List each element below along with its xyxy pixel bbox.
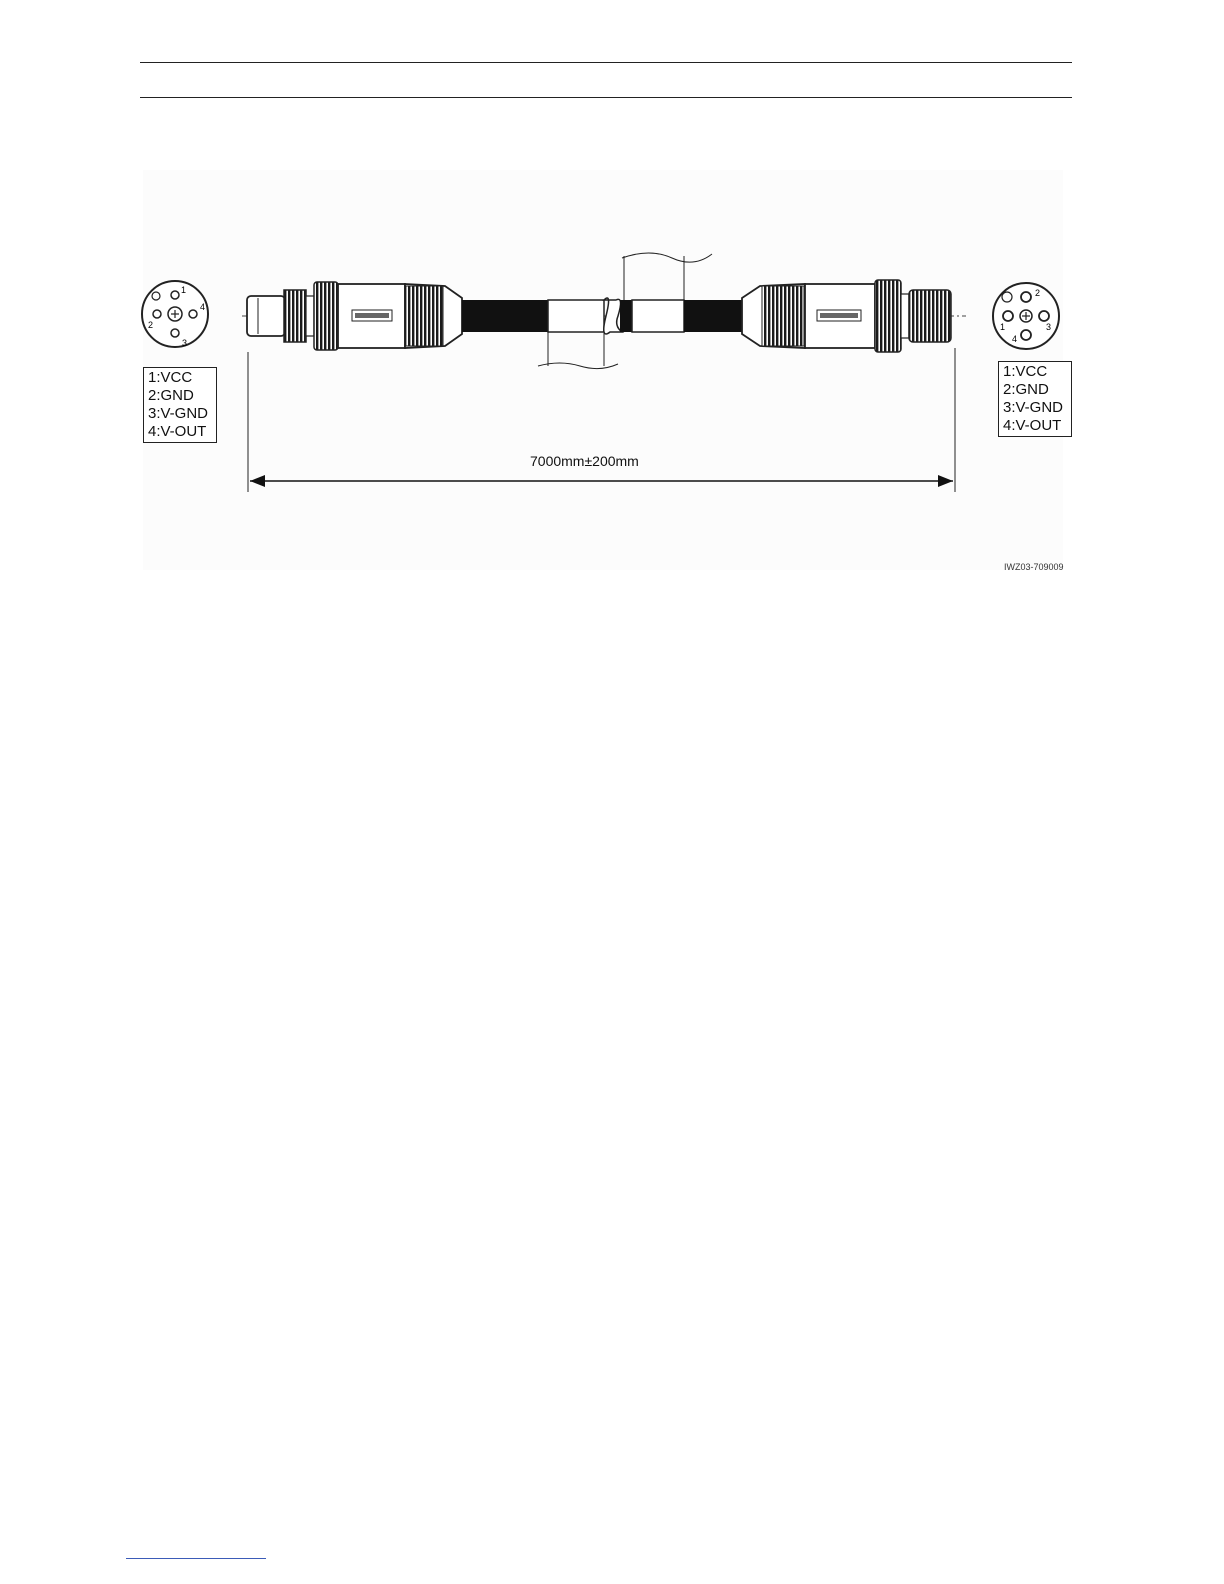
left-connector bbox=[247, 282, 462, 350]
left-pin-2 bbox=[153, 310, 161, 318]
right-pin-1 bbox=[1003, 311, 1013, 321]
left-pin-label-1: 1 bbox=[181, 285, 187, 295]
left-pin-4 bbox=[189, 310, 197, 318]
left-pin-label-2: 2 bbox=[148, 320, 154, 330]
right-connector bbox=[742, 280, 951, 352]
cable-length-label: 7000mm±200mm bbox=[530, 453, 639, 469]
length-dimension bbox=[248, 348, 955, 492]
right-pin-label-4: 4 bbox=[1012, 334, 1018, 344]
pin-row: 3:V-GND bbox=[1003, 399, 1064, 416]
right-pin-3 bbox=[1039, 311, 1049, 321]
pin-row: 2:GND bbox=[1003, 381, 1049, 398]
pin-row: 2:GND bbox=[148, 387, 194, 404]
right-pin-assignment-table bbox=[998, 361, 1072, 437]
pin-row: 4:V-OUT bbox=[148, 423, 207, 440]
right-pin-face bbox=[993, 283, 1059, 349]
left-pin-face bbox=[142, 281, 208, 348]
drawing-code: IWZ03-709009 bbox=[1004, 562, 1064, 572]
cable bbox=[462, 253, 742, 369]
pin-row: 1:VCC bbox=[1003, 363, 1048, 380]
right-pin-label-3: 3 bbox=[1046, 322, 1052, 332]
right-pin-label-2: 2 bbox=[1035, 288, 1041, 298]
left-pin-1 bbox=[171, 291, 179, 299]
footnote-rule bbox=[126, 1558, 266, 1559]
left-pin-label-3: 3 bbox=[182, 338, 188, 348]
pin-row: 1:VCC bbox=[148, 369, 193, 386]
pin-row: 4:V-OUT bbox=[1003, 417, 1062, 434]
left-pin-label-4: 4 bbox=[200, 302, 206, 312]
pin-row: 3:V-GND bbox=[148, 405, 209, 422]
left-pin-assignment-table bbox=[143, 367, 217, 443]
right-pin-label-1: 1 bbox=[1000, 322, 1006, 332]
right-pin-4 bbox=[1021, 330, 1031, 340]
left-pin-3 bbox=[171, 329, 179, 337]
right-pin-2 bbox=[1021, 292, 1031, 302]
